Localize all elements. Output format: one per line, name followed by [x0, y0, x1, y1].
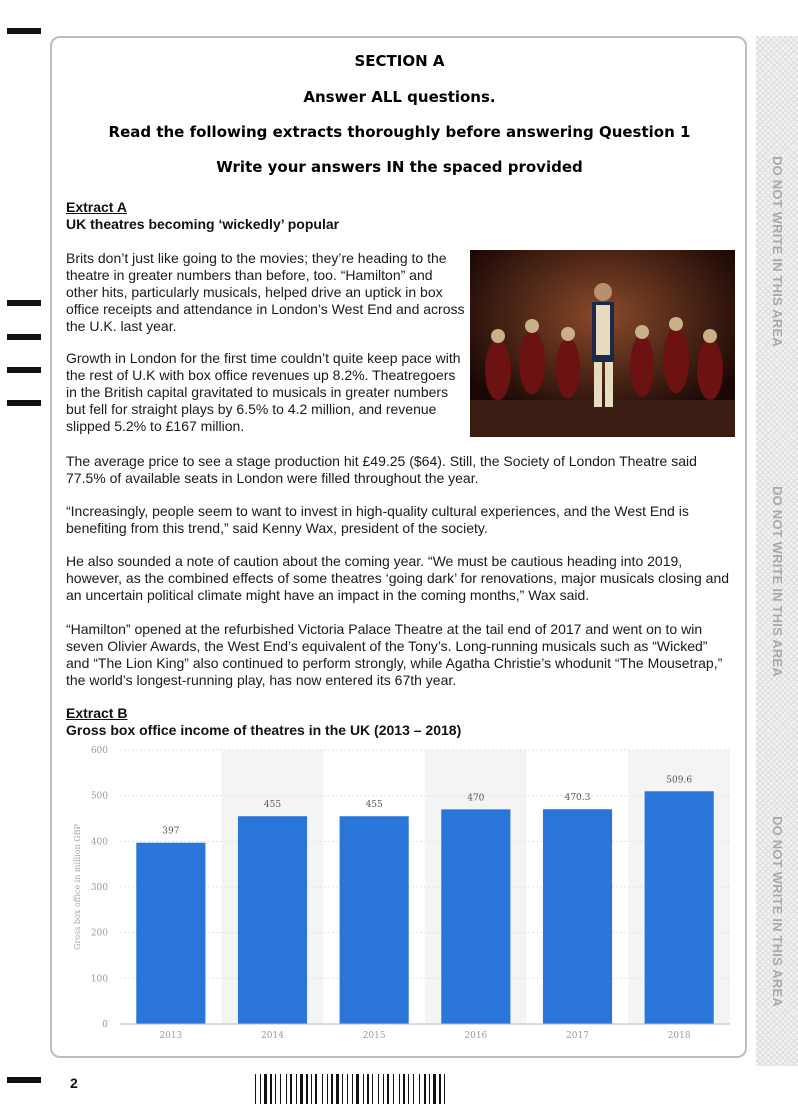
barcode-bar: [419, 1074, 420, 1104]
barcode-bar: [255, 1074, 256, 1104]
barcode-bar: [336, 1074, 339, 1104]
chart-x-tick-label: 2017: [566, 1031, 589, 1041]
barcode-bar: [433, 1074, 436, 1104]
barcode-bar: [322, 1074, 323, 1104]
barcode-bar: [399, 1074, 400, 1104]
registration-mark: [7, 367, 41, 373]
barcode-bar: [286, 1074, 287, 1104]
extract-a-label: Extract A: [66, 199, 127, 215]
chart-y-axis-label: Gross box office in million GBP: [73, 824, 82, 950]
chart-bar: [340, 816, 409, 1024]
barcode-bar: [306, 1074, 308, 1104]
chart-bar: [543, 809, 612, 1024]
barcode: [255, 1074, 545, 1104]
margin-warning: DO NOT WRITE IN THIS AREA: [769, 815, 785, 1007]
barcode-bar: [383, 1074, 384, 1104]
barcode-bar: [403, 1074, 405, 1104]
barcode-bar: [424, 1074, 426, 1104]
registration-mark: [7, 400, 41, 406]
barcode-bar: [413, 1074, 414, 1104]
barcode-bar: [260, 1074, 261, 1104]
barcode-bar: [393, 1074, 394, 1104]
extract-a-paragraph-3: The average price to see a stage production hit £49.25 ($64). Still, the Society of London Theatre said 77.5% of available seats in London were filled throughout the year.: [66, 453, 697, 486]
barcode-bar: [444, 1074, 445, 1104]
extract-a-paragraph-5: He also sounded a note of caution about the coming year. “We must be cautious heading into 2019, however, as the combined effects of some theatres ‘going dark’ for renovations, major musicals closing and an uncertain political climate might have an impact in the coming months,” Wax said.: [66, 553, 730, 603]
instruction-write-answers: Write your answers IN the spaced provided: [216, 158, 583, 176]
chart-bar: [441, 809, 510, 1024]
chart-y-tick-label: 500: [90, 791, 108, 802]
chart-data-label: 455: [263, 800, 282, 811]
barcode-bar: [372, 1074, 373, 1104]
barcode-bar: [363, 1074, 364, 1104]
barcode-bar: [367, 1074, 369, 1104]
barcode-bar: [327, 1074, 328, 1104]
barcode-bar: [378, 1074, 379, 1104]
registration-mark: [7, 28, 41, 34]
extract-a-paragraph-1: Brits don’t just like going to the movies; they’re heading to the theatre in greater numbers than before, too. “Hamilton” and other hits, particularly musicals, helped drive an uptick in box office receipts and attendance in London’s West End and across the U.K. last year.: [66, 250, 465, 334]
chart-x-tick-label: 2016: [464, 1031, 488, 1041]
extract-b-title: Gross box office income of theatres in the UK (2013 – 2018): [66, 722, 462, 738]
margin-strip: [756, 36, 798, 1066]
chart-y-tick-label: 600: [90, 746, 108, 756]
chart-x-tick-label: 2018: [667, 1031, 691, 1041]
extract-a-title: UK theatres becoming ‘wickedly’ popular: [66, 216, 340, 232]
barcode-bar: [315, 1074, 317, 1104]
page-number: 2: [70, 1075, 78, 1091]
chart-bar: [136, 843, 205, 1024]
chart-data-label: 509.6: [666, 775, 693, 786]
barcode-bar: [387, 1074, 389, 1104]
chart-y-tick-label: 0: [102, 1020, 108, 1030]
extract-b-label: Extract B: [66, 705, 128, 721]
margin-warning: DO NOT WRITE IN THIS AREA: [769, 155, 785, 347]
chart-data-label: 470.3: [564, 793, 591, 804]
chart-bar: [645, 791, 714, 1024]
barcode-bar: [270, 1074, 272, 1104]
registration-mark: [7, 334, 41, 340]
barcode-bar: [300, 1074, 303, 1104]
chart-y-tick-label: 400: [90, 837, 108, 848]
barcode-bar: [342, 1074, 343, 1104]
chart-y-tick-label: 100: [90, 974, 108, 985]
section-title: SECTION A: [354, 52, 445, 70]
chart-x-tick-label: 2014: [261, 1031, 284, 1041]
instruction-answer-all: Answer ALL questions.: [303, 88, 496, 106]
barcode-bar: [264, 1074, 267, 1104]
barcode-bar: [408, 1074, 409, 1104]
barcode-bar: [296, 1074, 297, 1104]
barcode-bar: [331, 1074, 333, 1104]
barcode-bar: [439, 1074, 441, 1104]
chart-x-tick-label: 2015: [362, 1031, 386, 1041]
barcode-bar: [347, 1074, 348, 1104]
chart-x-tick-label: 2013: [159, 1031, 183, 1041]
instruction-read-extracts: Read the following extracts thoroughly before answering Question 1: [108, 123, 691, 141]
chart-data-label: 455: [365, 800, 383, 811]
barcode-bar: [356, 1074, 359, 1104]
barcode-bar: [429, 1074, 430, 1104]
barcode-bar: [290, 1074, 292, 1104]
box-office-chart: [66, 742, 736, 1047]
hamilton-stage-photo: [470, 250, 735, 437]
chart-y-tick-label: 300: [90, 883, 108, 893]
barcode-bar: [311, 1074, 312, 1104]
barcode-bar: [280, 1074, 281, 1104]
chart-data-label: 470: [467, 793, 485, 804]
registration-mark: [7, 1077, 41, 1083]
chart-bar: [238, 816, 307, 1024]
extract-a-paragraph-6: “Hamilton” opened at the refurbished Victoria Palace Theatre at the tail end of 2017 and went on to win seven Olivier Awards, the West End’s equivalent of the Tony’s. Long-running musicals such as “Wicked” and “The Lion King” also continued to perform strongly, while Agatha Christie’s whodunit “The Mousetrap,” the world’s longest-running play, has now entered its 67th year.: [66, 621, 723, 688]
registration-mark: [7, 300, 41, 306]
chart-data-label: 397: [162, 826, 180, 837]
barcode-bar: [352, 1074, 353, 1104]
extract-a-paragraph-4: “Increasingly, people seem to want to invest in high-quality cultural experiences, and the West End is benefiting from this trend,” said Kenny Wax, president of the society.: [66, 503, 689, 536]
margin-warning: DO NOT WRITE IN THIS AREA: [769, 485, 785, 677]
chart-y-tick-label: 200: [90, 928, 108, 939]
barcode-bar: [275, 1074, 276, 1104]
extract-a-paragraph-2: Growth in London for the first time couldn’t quite keep pace with the rest of U.K with box office revenues up 8.2%. Theatregoers in the British capital gravitated to musicals in greater numbers but fell for straight plays by 6.5% to 4.2 million, and revenue slipped 5.2% to £167 million.: [66, 350, 461, 434]
